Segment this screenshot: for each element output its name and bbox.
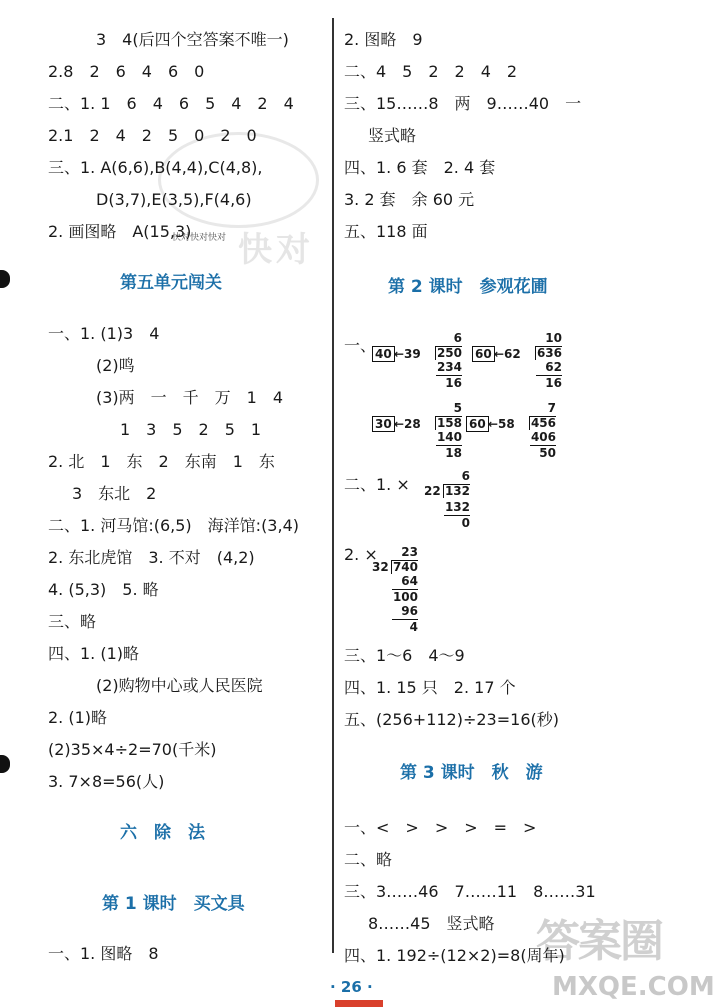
long-division (422, 402, 462, 462)
answer-box: 30 (372, 416, 395, 432)
remainder: 50 (539, 446, 556, 460)
answer-line: 二、1. 河马馆:(6,5) 海洋馆:(3,4) (48, 516, 299, 535)
long-division (516, 402, 556, 462)
answer-line: 三、略 (48, 612, 97, 631)
remainder: 16 (445, 376, 462, 390)
answer-line: 四、1. 192÷(12×2)=8(周年) (344, 946, 565, 965)
quotient: 10 (545, 331, 562, 345)
lesson-heading: 第 3 课时 秋 游 (400, 763, 543, 783)
answer-line: 一、< > > > = > (344, 818, 537, 837)
answer-line: 2.1 2 4 2 5 0 2 0 (48, 126, 257, 145)
answer-line: 二、4 5 2 2 4 2 (344, 62, 518, 81)
answer-line: 二、略 (344, 850, 393, 869)
answer-line: 一、1. (1)3 4 (48, 324, 160, 343)
product: 62 (545, 360, 562, 374)
answer-line: 一、 (344, 336, 377, 355)
answer-line: 三、1～6 4～9 (344, 646, 465, 665)
division-bracket (435, 346, 436, 360)
quotient: 5 (453, 401, 462, 415)
answer-line: 二、1. × (344, 475, 410, 494)
dividend: 740 (392, 560, 418, 574)
answer-line: 3. 2 套 余 60 元 (344, 190, 475, 209)
dividend: 456 (530, 416, 556, 430)
answer-line: 3 东北 2 (72, 484, 157, 503)
answer-line: 2. 东北虎馆 3. 不对 (4,2) (48, 548, 255, 567)
chapter-heading: 六 除 法 (120, 823, 205, 843)
answer-line: 2. × (344, 545, 378, 564)
product: 64 (401, 574, 418, 588)
answer-line: (2)35×4÷2=70(千米) (48, 740, 217, 759)
page-accent-bar (335, 1000, 383, 1007)
column-divider (332, 18, 334, 953)
long-division (424, 470, 470, 534)
answer-line: 四、1. (1)略 (48, 644, 140, 663)
answer-box: 60 (472, 346, 495, 362)
answer-line: 2. (1)略 (48, 708, 108, 727)
long-division (372, 546, 418, 636)
remainder: 18 (445, 446, 462, 460)
answer-line: 2. 北 1 东 2 东南 1 东 (48, 452, 275, 471)
watermark-site: MXQE.COM (552, 972, 715, 1002)
product: 96 (401, 604, 418, 618)
answer-line: (3)两 一 千 万 1 4 (96, 388, 284, 407)
watermark-subtext: 快对快对快对 (172, 233, 227, 243)
lesson-heading: 第 2 课时 参观花圃 (388, 277, 548, 297)
answer-line: 一、1. 图略 8 (48, 944, 159, 963)
dividend: 636 (536, 346, 562, 360)
answer-line: 三、3……46 7……11 8……31 (344, 882, 596, 901)
answer-line: (2)购物中心或人民医院 (96, 676, 263, 695)
lesson-heading: 第 1 课时 买文具 (102, 894, 245, 914)
watermark-brand: 答案圈 (536, 916, 662, 967)
quotient: 6 (461, 469, 470, 483)
answer-line: 三、15……8 两 9……40 一 (344, 94, 582, 113)
answer-line: 1 3 5 2 5 1 (120, 420, 262, 439)
edge-mark (0, 270, 10, 288)
long-division (422, 332, 462, 392)
division-bracket (391, 560, 392, 574)
product: 132 (444, 500, 470, 514)
dividend: 158 (436, 416, 462, 430)
watermark-text: 快对 (238, 230, 314, 270)
dividend: 250 (436, 346, 462, 360)
answer-line: 四、1. 15 只 2. 17 个 (344, 678, 516, 697)
answer-line: 2. 图略 9 (344, 30, 423, 49)
division-bracket (529, 416, 530, 430)
arrow-label: ←28 (394, 417, 421, 431)
answer-line: 三、1. A(6,6),B(4,4),C(4,8), (48, 158, 263, 177)
answer-line: 五、(256+112)÷23=16(秒) (344, 710, 559, 729)
long-division (522, 332, 562, 392)
divisor: 32 (372, 560, 389, 574)
quotient: 7 (547, 401, 556, 415)
answer-line: 五、118 面 (344, 222, 428, 241)
answer-line: (2)鸣 (96, 356, 135, 375)
page-number: · 26 · (330, 978, 373, 996)
product: 140 (436, 430, 462, 444)
answer-line: 竖式略 (368, 126, 417, 145)
remainder: 4 (409, 620, 418, 634)
watermark-logo (158, 132, 319, 228)
arrow-label: ←62 (494, 347, 521, 361)
answer-line: 4. (5,3) 5. 略 (48, 580, 159, 599)
remainder: 16 (545, 376, 562, 390)
arrow-label: ←39 (394, 347, 421, 361)
quotient: 6 (453, 331, 462, 345)
answer-line: 2. 画图略 A(15,3) (48, 222, 192, 241)
answer-line: 2.8 2 6 4 6 0 (48, 62, 205, 81)
answer-line: 3. 7×8=56(人) (48, 772, 165, 791)
section-heading: 第五单元闯关 (120, 273, 222, 293)
answer-line: 四、1. 6 套 2. 4 套 (344, 158, 496, 177)
answer-line: D(3,7),E(3,5),F(4,6) (96, 190, 252, 209)
dividend: 132 (444, 484, 470, 498)
answer-line: 二、1. 1 6 4 6 5 4 2 4 (48, 94, 294, 113)
edge-mark (0, 755, 10, 773)
product: 406 (530, 430, 556, 444)
division-bracket (535, 346, 536, 360)
answer-line: 3 4(后四个空答案不唯一) (96, 30, 289, 49)
product: 234 (436, 360, 462, 374)
arrow-label: ←58 (488, 417, 515, 431)
partial-remainder: 100 (392, 590, 418, 604)
division-bracket (443, 484, 444, 498)
remainder: 0 (461, 516, 470, 530)
answer-line: 8……45 竖式略 (368, 914, 495, 933)
answer-box: 60 (466, 416, 489, 432)
quotient: 23 (401, 545, 418, 559)
division-bracket (435, 416, 436, 430)
answer-box: 40 (372, 346, 395, 362)
divisor: 22 (424, 484, 441, 498)
